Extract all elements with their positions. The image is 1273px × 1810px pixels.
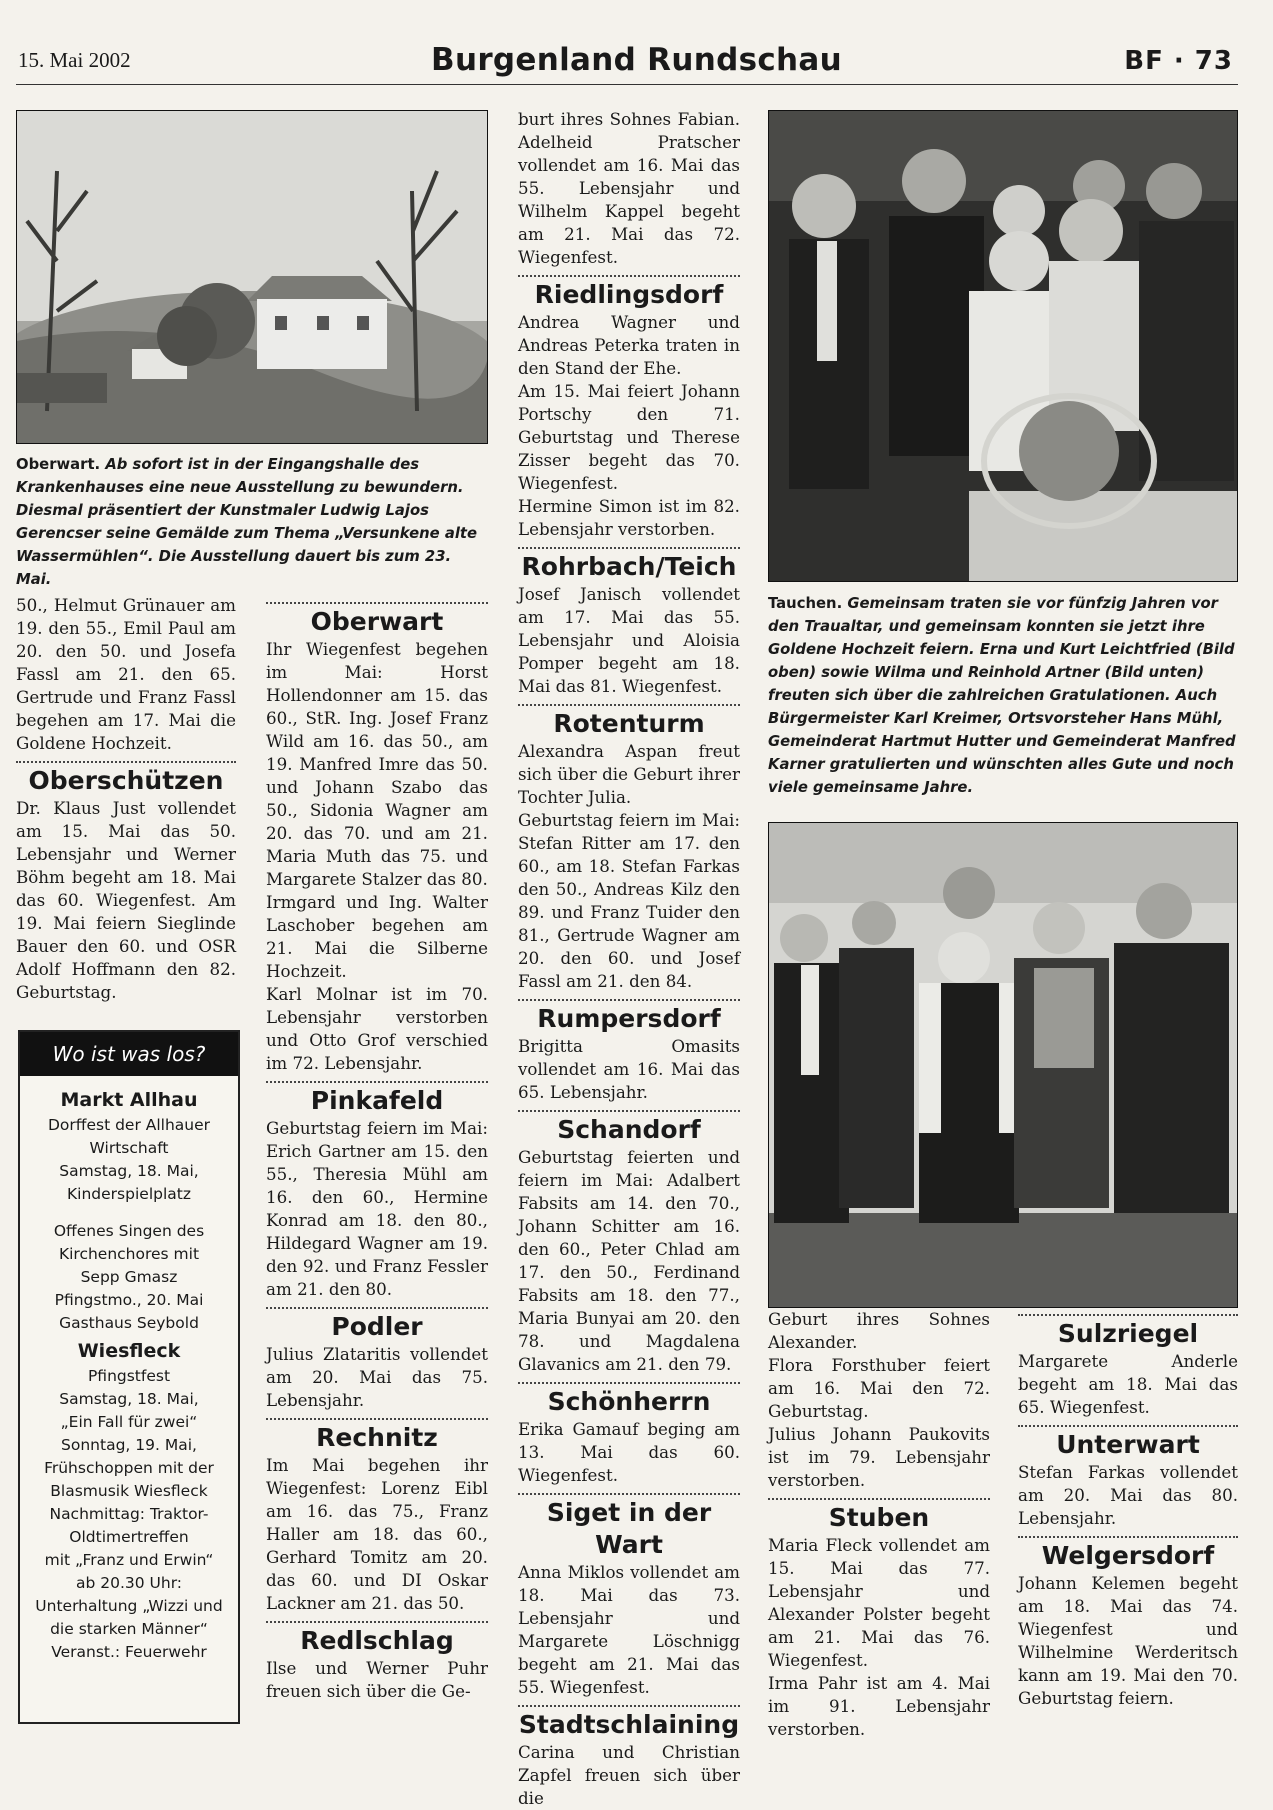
- divider: [518, 275, 740, 277]
- heading-sulzriegel: Sulzriegel: [1057, 1319, 1199, 1348]
- event-line: Dorffest der Allhauer: [47, 1116, 211, 1134]
- article-riedlingsdorf-3: Hermine Simon ist im 82. Lebensjahr verstorben.: [518, 496, 740, 539]
- heading-welgersdorf: Welgersdorf: [1041, 1541, 1215, 1570]
- heading-siget: Siget in der Wart: [546, 1498, 712, 1559]
- heading-rechnitz: Rechnitz: [316, 1423, 438, 1452]
- heading-oberschuetzen: Oberschützen: [28, 766, 224, 795]
- article-continued: burt ihres Sohnes Fabian. Adelheid Pratscher vollendet am 16. Mai das 55. Lebensjahr und Wilhelm Kappel begeht am 21. Mai das 72. Wiegenfest.: [518, 109, 740, 267]
- event-line: Gasthaus Seybold: [59, 1314, 199, 1332]
- article-schandorf: Geburtstag feierten und feiern im Mai: Adalbert Fabsits am 14. den 70., Johann Schitter am 16. den 60., Peter Chlad am 17. den 50., Ferdinand Fabsits am 18. den 77., Maria Bunyai am 20. den 78. und Magdalena Glavanics am 21. den 79.: [518, 1147, 740, 1374]
- event-line: Wirtschaft: [89, 1139, 169, 1157]
- divider: [266, 1418, 488, 1420]
- divider: [518, 1705, 740, 1707]
- events-box-body: [20, 1076, 238, 1672]
- article-rumpersdorf: Brigitta Omasits vollendet am 16. Mai das 65. Lebensjahr.: [518, 1036, 740, 1102]
- painting-caption: [16, 453, 486, 591]
- wedding-photo-bottom: [768, 822, 1238, 1308]
- divider: [768, 1498, 990, 1500]
- article-oberwart-2: Irmgard und Ing. Walter Laschober begehen am 21. Mai die Silberne Hochzeit.: [266, 892, 488, 981]
- event-line: Pfingstfest: [87, 1367, 171, 1385]
- divider: [266, 1307, 488, 1309]
- heading-rumpersdorf: Rumpersdorf: [537, 1004, 721, 1033]
- article-riedlingsdorf: Andrea Wagner und Andreas Peterka traten in den Stand der Ehe.: [518, 312, 740, 378]
- article-pinkafeld: Geburtstag feiern im Mai: Erich Gartner am 15. den 55., Theresia Mühl am 16. den 60., Hermine Konrad am 18. den 80., Hildegard Wagner am 19. den 92. und Franz Fessler am 21. den 80.: [266, 1118, 488, 1299]
- caption-lead: Tauchen.: [768, 595, 843, 612]
- heading-oberwart: Oberwart: [310, 607, 444, 636]
- event-line: Samstag, 18. Mai,: [59, 1390, 199, 1408]
- event-line: Sonntag, 19. Mai,: [61, 1436, 197, 1454]
- event-line: ab 20.30 Uhr:: [75, 1574, 183, 1592]
- article-podler: Julius Zlataritis vollendet am 20. Mai das 75. Lebensjahr.: [266, 1344, 488, 1410]
- event-line: Oldtimertreffen: [69, 1528, 189, 1546]
- article-continued: 50., Helmut Grünauer am 19. den 55., Emil Paul am 20. den 50. und Josefa Fassl am 21. den 65. Gertrude und Franz Fassl begehen am 17. Mai die Goldene Hochzeit.: [16, 595, 236, 753]
- article-rechnitz: Im Mai begehen ihr Wiegenfest: Lorenz Eibl am 16. das 75., Franz Haller am 18. das 60., Gerhard Tomitz am 20. das 60. und DI Oskar Lackner am 21. das 50.: [266, 1455, 488, 1613]
- heading-rotenturm: Rotenturm: [553, 709, 705, 738]
- article-siget: Anna Miklos vollendet am 18. Mai das 73. Lebensjahr und Margarete Löschnigg begeht am 21. Mai das 55. Wiegenfest.: [518, 1562, 740, 1697]
- event-line: Sepp Gmasz: [80, 1268, 178, 1286]
- couple-group-photo-image: [769, 111, 1237, 581]
- heading-pinkafeld: Pinkafeld: [310, 1086, 444, 1115]
- watermill-painting-image: [17, 111, 487, 443]
- article-rotenturm-2: Geburtstag feiern im Mai: Stefan Ritter am 17. den 60., am 18. Stefan Farkas den 50., Andreas Kilz den 89. und Franz Tuider den 81., Gertrude Wagner am 20. den 60. und Josef Fassl am 21. den 84.: [518, 810, 740, 991]
- article-welgersdorf: Johann Kelemen begeht am 18. Mai das 74. Wiegenfest und Wilhelmine Werderitsch kann am 19. Mai den 70. Geburtstag feiern.: [1018, 1573, 1238, 1708]
- newspaper-title: Burgenland Rundschau: [431, 42, 842, 78]
- divider: [518, 547, 740, 549]
- article-oberschuetzen: Dr. Klaus Just vollendet am 15. Mai das 50. Lebensjahr und Werner Böhm begeht am 18. Mai das 60. Wiegenfest. Am 19. Mai feiern Sieglinde Bauer den 60. und OSR Adolf Hoffmann den 82. Geburtstag.: [16, 798, 236, 1002]
- event-line: mit „Franz und Erwin“: [44, 1551, 214, 1569]
- divider: [1018, 1425, 1238, 1427]
- heading-schoenherrn: Schönherrn: [547, 1387, 711, 1416]
- article-paukovits: Julius Johann Paukovits ist im 79. Lebensjahr verstorben.: [768, 1424, 990, 1490]
- event-line: Pfingstmo., 20. Mai: [54, 1291, 204, 1309]
- article-schoenherrn: Erika Gamauf beging am 13. Mai das 60. Wiegenfest.: [518, 1419, 740, 1485]
- divider: [518, 1493, 740, 1495]
- caption-lead: Oberwart.: [16, 456, 101, 473]
- heading-riedlingsdorf: Riedlingsdorf: [534, 280, 724, 309]
- events-box: [18, 1030, 240, 1724]
- event-line: Blasmusik Wiesfleck: [50, 1482, 208, 1500]
- divider: [16, 761, 236, 763]
- heading-stadtschlaining: Stadtschlaining: [518, 1710, 740, 1739]
- couple-group-photo-2-image: [769, 823, 1237, 1307]
- divider: [518, 1110, 740, 1112]
- wedding-photo-top: [768, 110, 1238, 582]
- article-forsthuber: Flora Forsthuber feiert am 16. Mai den 72. Geburtstag.: [768, 1355, 990, 1421]
- column-1: [16, 594, 236, 1004]
- heading-schandorf: Schandorf: [557, 1115, 701, 1144]
- event-line: Kinderspielplatz: [67, 1185, 191, 1203]
- event-line: Nachmittag: Traktor-: [49, 1505, 209, 1523]
- caption-text: Ab sofort ist in der Eingangshalle des Krankenhauses eine neue Ausstellung zu bewundern. Diesmal präsentiert der Kunstmaler Ludwig Lajos Gerencser seine Gemälde zum Thema „Versunkene alte Wassermühlen“. Die Ausstellung dauert bis zum 23. Mai.: [16, 456, 478, 588]
- divider: [266, 1621, 488, 1623]
- divider: [266, 602, 488, 604]
- divider: [518, 1382, 740, 1384]
- column-4: [768, 1308, 990, 1741]
- issue-date: 15. Mai 2002: [18, 48, 131, 72]
- article-continued: Geburt ihres Sohnes Alexander.: [768, 1309, 990, 1352]
- article-stuben-2: Irma Pahr ist am 4. Mai im 91. Lebensjahr verstorben.: [768, 1673, 990, 1739]
- divider: [1018, 1536, 1238, 1538]
- event-line: Offenes Singen des: [53, 1222, 205, 1240]
- column-5: [1018, 1308, 1238, 1710]
- article-redlschlag: Ilse und Werner Puhr freuen sich über die Ge-: [266, 1658, 488, 1701]
- divider: [1018, 1314, 1238, 1316]
- painting-photo: [16, 110, 488, 444]
- column-3: [518, 108, 740, 1810]
- article-oberwart-3: Karl Molnar ist im 70. Lebensjahr verstorben und Otto Grof verschied im 72. Lebensjahr.: [266, 984, 488, 1073]
- divider: [266, 1081, 488, 1083]
- heading-redlschlag: Redlschlag: [300, 1626, 454, 1655]
- article-rotenturm: Alexandra Aspan freut sich über die Geburt ihrer Tochter Julia.: [518, 741, 740, 807]
- article-riedlingsdorf-2: Am 15. Mai feiert Johann Portschy den 71. Geburtstag und Therese Zisser begeht das 70. Wiegenfest.: [518, 381, 740, 493]
- heading-rohrbach: Rohrbach/Teich: [521, 552, 737, 581]
- event-line: Samstag, 18. Mai,: [59, 1162, 199, 1180]
- article-oberwart: Ihr Wiegenfest begehen im Mai: Horst Hollendonner am 15. das 60., StR. Ing. Josef Franz Wild am 16. das 50., am 19. Manfred Imre das 50. und Johann Szabo das 50., Sidonia Wagner am 20. das 70. und am 21. Maria Muth das 75. und Margarete Stalzer das 80.: [266, 639, 488, 889]
- heading-podler: Podler: [331, 1312, 423, 1341]
- event-place: Wiesfleck: [77, 1340, 181, 1362]
- divider: [518, 704, 740, 706]
- event-line: „Ein Fall für zwei“: [60, 1413, 198, 1431]
- heading-unterwart: Unterwart: [1056, 1430, 1200, 1459]
- divider: [518, 999, 740, 1001]
- masthead-rule: [16, 84, 1238, 85]
- heading-stuben: Stuben: [828, 1503, 930, 1532]
- article-stadtschlaining: Carina und Christian Zapfel freuen sich über die: [518, 1742, 740, 1808]
- caption-text: Gemeinsam traten sie vor fünfzig Jahren vor den Traualtar, und gemeinsam konnten sie jetzt ihre Goldene Hochzeit feiern. Erna und Kurt Leichtfried (Bild oben) sowie Wilma und Reinhold Artner (Bild unten) freuten sich über die zahlreichen Gratulationen. Auch Bürgermeister Karl Kreimer, Ortsvorsteher Hans Mühl, Gemeinderat Hartmut Hutter und Gemeinderat Manfred Karner gratulierten und wünschten alles Gute und noch viele gemeinsame Jahre.: [768, 595, 1236, 796]
- article-sulzriegel: Margarete Anderle begeht am 18. Mai das 65. Wiegenfest.: [1018, 1351, 1238, 1417]
- article-stuben: Maria Fleck vollendet am 15. Mai das 77. Lebensjahr und Alexander Polster begeht am 21. Mai das 76. Wiegenfest.: [768, 1535, 990, 1670]
- event-line: Kirchenchores mit: [58, 1245, 200, 1263]
- wedding-caption: [768, 592, 1238, 799]
- event-place: Markt Allhau: [60, 1089, 198, 1111]
- article-rohrbach: Josef Janisch vollendet am 17. Mai das 55. Lebensjahr und Aloisia Pomper begeht am 18. Mai das 81. Wiegenfest.: [518, 584, 740, 696]
- event-line: Frühschoppen mit der: [44, 1459, 214, 1477]
- page-label: BF · 73: [1124, 46, 1233, 76]
- event-line: die starken Männer“: [50, 1620, 208, 1638]
- column-2: [266, 596, 488, 1703]
- event-line: Unterhaltung „Wizzi und: [35, 1597, 223, 1615]
- events-box-title: Wo ist was los?: [20, 1032, 238, 1076]
- event-line: Veranst.: Feuerwehr: [51, 1643, 207, 1661]
- article-unterwart: Stefan Farkas vollendet am 20. Mai das 80. Lebensjahr.: [1018, 1462, 1238, 1528]
